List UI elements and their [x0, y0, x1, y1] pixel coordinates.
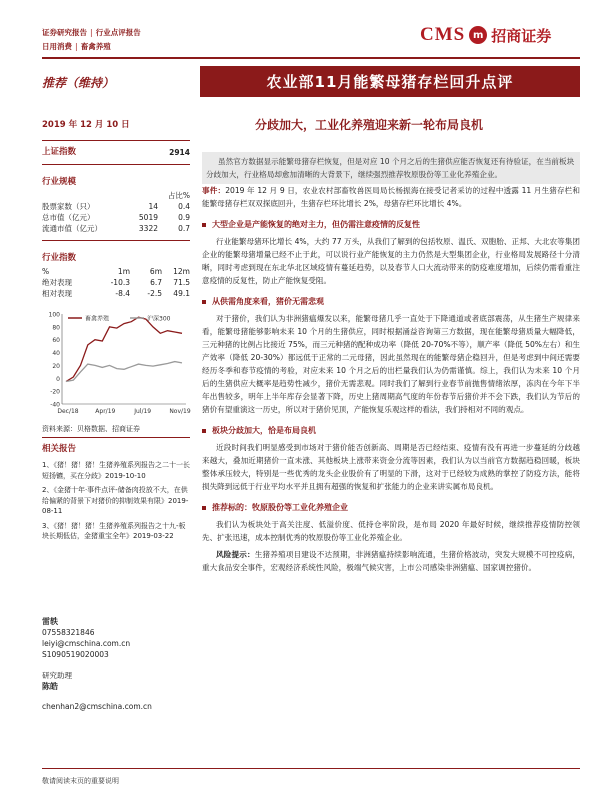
- table-row: [42, 288, 190, 299]
- section-heading: [202, 501, 580, 514]
- series-line-1: [66, 362, 182, 382]
- paragraph: 对于猪价，我们认为非洲猪瘟爆发以来，能繁母猪几乎一直处于下降通道或者底部震荡，从生猪生产规律来看，能繁母猪能够影响未来 10 个月的生猪供应，同时根据涌益咨询第三方数据，现在能繁母猪质量大幅降低，三元种猪的比例占比接近 75%，而三元种猪的配种成功率（降低 20-70%不等），顺产率（降低 50%左右）和生产效率（降低 20-30%）都远低于正常的二元母猪，因此虽然现在的能繁母猪企稳回升，但是考虑到中间还需要经历冬季和春节疫情的考验，对应未来 10 个月之后的出栏量我们认为仍需谨慎。综上，我们认为未来 10 个月后的生猪供应大概率是趋势性减少，猪价无需悲观。同时我们了解到行业春节前抛售情绪浓厚，冻肉在今年下半年出售较多，明年上半年库存会显著下降，历史上猪周期高气度的年份春节后猪价并不会下跌，我们认为节后的猪价有望重演这一历史，所以对于猪价见顶，产能恢复乐观这样的看法，我们持相对不同的观点。: [202, 314, 580, 414]
- analyst-email[interactable]: leiyi@cmschina.com.cn: [42, 639, 131, 648]
- assistant-name: 陈皓: [42, 682, 58, 691]
- report-date: 2019 年 12 月 10 日: [42, 120, 130, 130]
- row-value: 71.5: [173, 278, 190, 287]
- main-content: [202, 152, 580, 574]
- logo-badge-icon: m: [469, 26, 487, 44]
- analyst-cert: S1090519020003: [42, 650, 109, 659]
- header-divider: [42, 57, 580, 59]
- report-subtitle: 分歧加大，工业化养殖迎来新一轮布局良机: [255, 118, 484, 132]
- risk-text: 生猪养殖项目建设不达预期，非洲猪瘟持续影响流通，生猪价格波动，突发大规模不可控疫病，重大食品安全事件，宏观经济系统性风险，极端气候灾害，上市公司感染非洲猪瘟、国家调控猪价。: [202, 550, 581, 572]
- assistant-email[interactable]: chenhan2@cmschina.com.cn: [42, 702, 152, 711]
- tag-livestock: 畜禽养殖: [80, 42, 111, 51]
- row-value: 3322: [138, 224, 158, 233]
- assistant-label: 研究助理: [42, 671, 72, 680]
- table-row: [42, 212, 190, 223]
- row-value: 14: [148, 202, 158, 211]
- y-tick-label: -20: [50, 388, 60, 396]
- table-row: [42, 277, 190, 288]
- perf-title: 行业指数: [42, 253, 77, 263]
- paragraph: 近段时间我们明显感受到市场对于猪价能否创新高、周期是否已经结束、疫情有没有再进一步蔓延的分歧越来越大，叠加近期猪价一直未涨、其他板块上涨带来资金分流等因素，我们认为以当前官方数据趋稳回暖，板块整体承压较大，特别是一些优秀的龙头企业股价有了明显的下滑，这对于已经较为成熟的掌控了防疫方法，能将损失降到远低于行业平均水平并且拥有超强的恢复和扩张能力的企业来讲实属布局良机。: [202, 443, 580, 491]
- row-value: -8.4: [115, 289, 130, 298]
- risk-paragraph: [202, 548, 580, 574]
- y-tick-label: 40: [52, 350, 60, 358]
- row-pct: 0.7: [178, 224, 190, 233]
- perf-header: 1m: [117, 267, 130, 276]
- divider: [42, 240, 190, 241]
- report-title: 农业部11月能繁母猪存栏回升点评: [200, 66, 580, 97]
- section-heading: [202, 424, 580, 437]
- section-title: 推荐标的：牧原股份等工业化养殖企业: [212, 503, 348, 512]
- y-tick-label: 60: [52, 337, 60, 345]
- row-value: -2.5: [147, 289, 162, 298]
- row-value: 5019: [138, 213, 158, 222]
- scale-title: 行业规模: [42, 177, 77, 187]
- x-tick-label: Dec/18: [57, 408, 79, 415]
- footer-note: 敬请阅读末页的重要说明: [42, 777, 119, 785]
- series-line-0: [66, 317, 182, 381]
- row-label: 流通市值（亿元）: [42, 224, 102, 233]
- perf-header: 12m: [173, 267, 190, 276]
- bullet-icon: [202, 223, 206, 227]
- x-tick-label: Nov/19: [169, 408, 191, 415]
- scale-header-row: [42, 190, 190, 201]
- logo-cn: 招商证券: [491, 26, 552, 45]
- row-label: 相对表现: [42, 289, 72, 298]
- analyst-phone: 07558321846: [42, 628, 95, 637]
- analyst-info: [42, 616, 190, 712]
- row-value: 6.7: [150, 278, 162, 287]
- divider: [42, 140, 190, 141]
- event-paragraph: [202, 184, 580, 210]
- rating: 推荐（维持）: [42, 76, 115, 90]
- perf-header: %: [42, 267, 50, 276]
- risk-label: 风险提示：: [216, 550, 255, 559]
- row-value: 49.1: [173, 289, 190, 298]
- y-tick-label: 0: [56, 375, 60, 383]
- section-title: 从供需角度来看，猪价无需悲观: [212, 297, 324, 306]
- sidebar: [42, 140, 190, 299]
- legend-label: 畜禽养殖: [85, 315, 110, 323]
- row-pct: 0.4: [178, 202, 190, 211]
- y-tick-label: 100: [48, 311, 60, 319]
- legend-label: 沪深300: [147, 315, 171, 323]
- row-pct: 0.9: [178, 213, 190, 222]
- event-label: 事件：: [202, 186, 226, 195]
- x-tick-label: Apr/19: [95, 408, 116, 415]
- bullet-icon: [202, 429, 206, 433]
- y-tick-label: 20: [52, 362, 60, 370]
- section-title: 板块分歧加大，恰是布局良机: [212, 426, 316, 435]
- related-reports: [42, 442, 190, 542]
- x-tick-label: Jul/19: [134, 408, 152, 415]
- bullet-icon: [202, 506, 206, 510]
- tag-consumer: 日用消费: [42, 42, 72, 51]
- table-row: [42, 223, 190, 234]
- header-tags: 证券研究报告 | 行业点评报告 日用消费 | 畜禽养殖: [42, 28, 141, 51]
- scale-pct-header: 占比%: [167, 191, 190, 200]
- section-title: 大型企业是产能恢复的绝对主力，但仍需注意疫情的反复性: [212, 220, 420, 229]
- event-text: 2019 年 12 月 9 日，农业农村部畜牧兽医局局长杨振海在接受记者采访的过程中透露 11 月生猪存栏和能繁母猪存栏双双探底回升，生猪存栏环比增长 2%，母猪存栏环比增长 4%。: [202, 186, 581, 208]
- row-value: -10.3: [110, 278, 130, 287]
- row-label: 总市值（亿元）: [42, 213, 95, 222]
- paragraph: 我们认为板块处于高关注度、低溢价度、低持仓率阶段，是布局 2020 年最好时候，继续推荐疫情防控领先、扩张迅速，成本控制优秀的牧原股份等工业化养殖企业。: [202, 520, 580, 542]
- y-tick-label: 80: [52, 324, 60, 332]
- section-heading: [202, 218, 580, 231]
- paragraph: 行业能繁母猪环比增长 4%，大约 77 万头，从我们了解到的包括牧原、温氏、双胞胎、正邦、大北农等集团企业的能繁母猪增量已经不止于此，可以说行业产能恢复的主力仍然是大型集团企业，行业格局发展路径十分清晰，同时考虑到现在东北华北区域疫情有蔓延趋势，以及春节人口大流动带来的防疫难度增加，后续仍需看重注意疫情的反复性，防止产能恢复受阻。: [202, 237, 580, 285]
- related-report-link[interactable]: 1、《猪！猪！猪！生猪养殖系列报告之二十一长短扬镳，买在分歧》2019-10-10: [42, 461, 190, 480]
- index-value: 2914: [169, 148, 190, 157]
- performance-chart: [42, 308, 192, 420]
- tag-industry-review: 行业点评报告: [95, 28, 141, 37]
- row-label: 绝对表现: [42, 278, 72, 287]
- analyst-name: 雷轶: [42, 617, 58, 626]
- logo-cms: CMS: [420, 24, 466, 45]
- perf-header-row: [42, 266, 190, 277]
- related-report-link[interactable]: 2、《金猪十年·事件点评-储备肉投放不大，在供给偏紧的背景下对猪价的抑制效果有限》2019-08-11: [42, 486, 189, 515]
- tag-research-report: 证券研究报告: [42, 28, 87, 37]
- summary-box: 虽然官方数据显示能繁母猪存栏恢复，但是对应 10 个月之后的生猪供应能否恢复还有待验证，在当前板块分歧加大，行业格局却愈加清晰的大背景下，继续强烈推荐牧原股份等工业化养殖企业。: [202, 152, 580, 184]
- divider: [42, 164, 190, 165]
- row-label: 股票家数（只）: [42, 202, 95, 211]
- section-heading: [202, 295, 580, 308]
- y-tick-label: -40: [50, 401, 60, 409]
- bullet-icon: [202, 300, 206, 304]
- chart-source: 资料来源：贝格数据、招商证券: [42, 425, 140, 433]
- perf-header: 6m: [149, 267, 162, 276]
- divider: [42, 437, 190, 438]
- related-title: 相关报告: [42, 444, 77, 454]
- index-label: 上证指数: [42, 147, 77, 157]
- index-row: [42, 147, 190, 158]
- table-row: [42, 201, 190, 212]
- related-report-link[interactable]: 3、《猪！猪！猪！生猪养殖系列报告之十九-板块长期低估，金猪重宝全年》2019-03-22: [42, 521, 186, 540]
- company-logo: [420, 20, 551, 50]
- footer-divider: [42, 768, 580, 769]
